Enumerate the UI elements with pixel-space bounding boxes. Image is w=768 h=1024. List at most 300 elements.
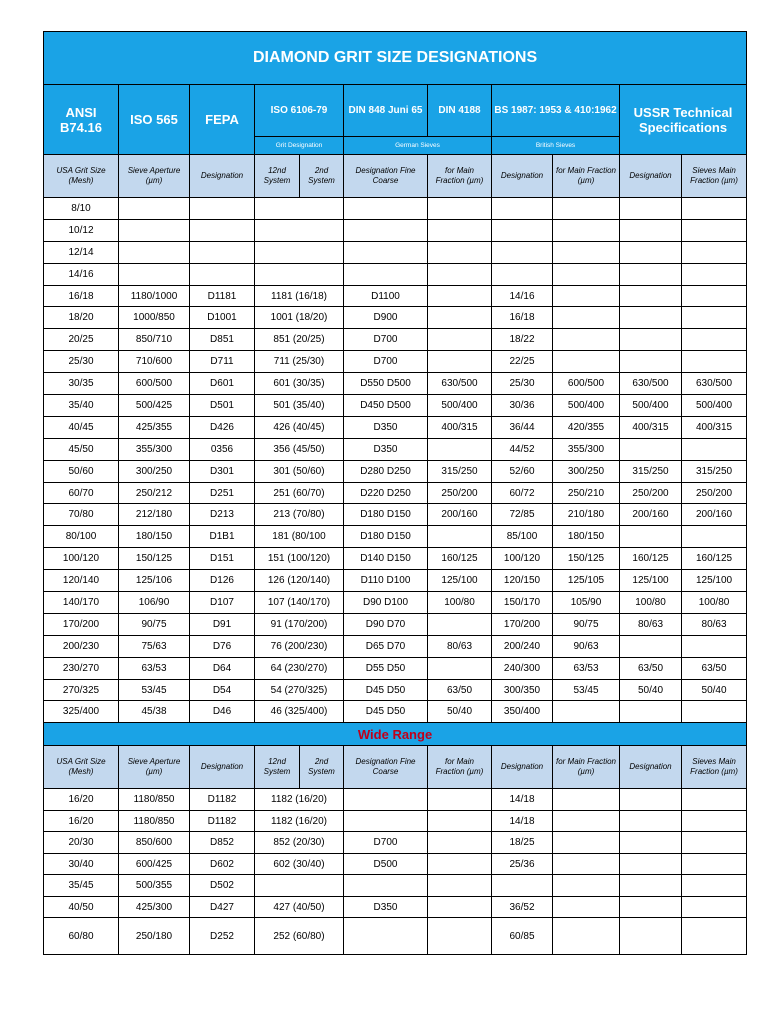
- iso-grit-cell: 356 (45/50): [255, 438, 344, 460]
- table-row: [44, 416, 747, 438]
- table-cell: D1181: [190, 285, 255, 307]
- table-cell: 25/36: [492, 853, 553, 875]
- table-cell: 200/160: [620, 504, 682, 526]
- table-row: [44, 285, 747, 307]
- table-cell: 325/400: [44, 701, 119, 723]
- table-row: [44, 679, 747, 701]
- table-cell: 100/80: [428, 592, 492, 614]
- table-cell: D45 D50: [344, 679, 428, 701]
- column-header: Designation: [620, 155, 682, 198]
- column-header: Sieves Main Fraction (µm): [682, 155, 747, 198]
- table-row: [44, 635, 747, 657]
- column-header: 2nd System: [300, 746, 344, 789]
- table-cell: [553, 329, 620, 351]
- table-cell: 63/53: [119, 657, 190, 679]
- table-cell: D1B1: [190, 526, 255, 548]
- table-cell: 100/120: [44, 548, 119, 570]
- table-cell: D64: [190, 657, 255, 679]
- table-cell: 30/40: [44, 853, 119, 875]
- table-cell: [620, 307, 682, 329]
- table-cell: D220 D250: [344, 482, 428, 504]
- table-cell: [492, 263, 553, 285]
- table-cell: 60/70: [44, 482, 119, 504]
- table-cell: [553, 918, 620, 955]
- table-cell: 14/16: [44, 263, 119, 285]
- table-cell: 160/125: [682, 548, 747, 570]
- table-cell: 400/315: [620, 416, 682, 438]
- column-header: Designation: [190, 155, 255, 198]
- column-header: 12nd System: [255, 155, 300, 198]
- table-cell: 85/100: [492, 526, 553, 548]
- table-cell: 1180/1000: [119, 285, 190, 307]
- iso-grit-cell: 251 (60/70): [255, 482, 344, 504]
- din848-header: DIN 848 Juni 65: [344, 85, 428, 137]
- table-cell: D301: [190, 460, 255, 482]
- iso-grit-cell: 213 (70/80): [255, 504, 344, 526]
- table-cell: [428, 810, 492, 832]
- iso-grit-cell: 107 (140/170): [255, 592, 344, 614]
- table-cell: 18/22: [492, 329, 553, 351]
- table-cell: 72/85: [492, 504, 553, 526]
- iso-grit-cell: [255, 219, 344, 241]
- table-cell: [428, 285, 492, 307]
- table-cell: [553, 263, 620, 285]
- table-cell: D550 D500: [344, 373, 428, 395]
- iso-grit-cell: 601 (30/35): [255, 373, 344, 395]
- table-cell: 355/300: [119, 438, 190, 460]
- table-cell: [344, 219, 428, 241]
- table-cell: 350/400: [492, 701, 553, 723]
- table-row: [44, 701, 747, 723]
- table-cell: [553, 875, 620, 897]
- iso-grit-cell: 46 (325/400): [255, 701, 344, 723]
- table-cell: 120/140: [44, 570, 119, 592]
- table-cell: [620, 875, 682, 897]
- table-cell: [620, 832, 682, 854]
- table-row: [44, 307, 747, 329]
- table-row: [44, 460, 747, 482]
- table-cell: [553, 351, 620, 373]
- wide-range-row: [44, 723, 747, 746]
- table-cell: 250/200: [682, 482, 747, 504]
- table-cell: [682, 526, 747, 548]
- table-cell: D46: [190, 701, 255, 723]
- bs-header: BS 1987: 1953 & 410:1962: [492, 85, 620, 137]
- table-cell: [428, 875, 492, 897]
- table-cell: D851: [190, 329, 255, 351]
- table-cell: 90/75: [119, 613, 190, 635]
- table-cell: [620, 810, 682, 832]
- table-cell: D711: [190, 351, 255, 373]
- table-cell: [553, 789, 620, 811]
- table-cell: D700: [344, 329, 428, 351]
- table-cell: 125/100: [428, 570, 492, 592]
- table-cell: [119, 241, 190, 263]
- table-cell: 14/18: [492, 810, 553, 832]
- iso-grit-cell: 501 (35/40): [255, 395, 344, 417]
- table-cell: [344, 918, 428, 955]
- table-cell: [682, 219, 747, 241]
- table-cell: 50/40: [620, 679, 682, 701]
- table-cell: 850/600: [119, 832, 190, 854]
- iso-grit-cell: 1182 (16/20): [255, 810, 344, 832]
- grit-designation-subheader: Grit Designation: [255, 137, 344, 155]
- table-cell: [344, 875, 428, 897]
- table-cell: 250/200: [620, 482, 682, 504]
- table-cell: [344, 198, 428, 220]
- table-row: [44, 329, 747, 351]
- table-cell: 63/50: [682, 657, 747, 679]
- table-cell: 53/45: [553, 679, 620, 701]
- table-cell: [620, 329, 682, 351]
- table-cell: D350: [344, 896, 428, 918]
- iso-grit-cell: [255, 263, 344, 285]
- table-cell: 14/16: [492, 285, 553, 307]
- table-cell: 710/600: [119, 351, 190, 373]
- german-sieves-subheader: German Sieves: [344, 137, 492, 155]
- table-cell: D700: [344, 832, 428, 854]
- table-cell: 36/52: [492, 896, 553, 918]
- column-header: for Main Fraction (µm): [553, 155, 620, 198]
- table-cell: 500/355: [119, 875, 190, 897]
- table-cell: [492, 241, 553, 263]
- table-cell: [620, 263, 682, 285]
- table-cell: [682, 635, 747, 657]
- din4188-header: DIN 4188: [428, 85, 492, 137]
- iso-grit-cell: 1181 (16/18): [255, 285, 344, 307]
- table-cell: 20/30: [44, 832, 119, 854]
- table-cell: D65 D70: [344, 635, 428, 657]
- column-header: Designation: [190, 746, 255, 789]
- table-cell: [344, 789, 428, 811]
- table-title: DIAMOND GRIT SIZE DESIGNATIONS: [44, 32, 747, 85]
- table-cell: D350: [344, 416, 428, 438]
- table-cell: 500/400: [553, 395, 620, 417]
- iso-grit-cell: 76 (200/230): [255, 635, 344, 657]
- table-cell: [620, 241, 682, 263]
- table-cell: [620, 896, 682, 918]
- iso-grit-cell: [255, 875, 344, 897]
- iso-grit-cell: 427 (40/50): [255, 896, 344, 918]
- table-cell: [428, 832, 492, 854]
- table-cell: 25/30: [44, 351, 119, 373]
- table-cell: [492, 875, 553, 897]
- iso-grit-cell: 54 (270/325): [255, 679, 344, 701]
- table-cell: 12/14: [44, 241, 119, 263]
- table-cell: D180 D150: [344, 504, 428, 526]
- table-row: [44, 810, 747, 832]
- table-cell: 30/35: [44, 373, 119, 395]
- table-cell: 140/170: [44, 592, 119, 614]
- column-header: Sieves Main Fraction (µm): [682, 746, 747, 789]
- table-cell: 0356: [190, 438, 255, 460]
- fepa-header: FEPA: [190, 85, 255, 155]
- iso-grit-cell: 426 (40/45): [255, 416, 344, 438]
- table-cell: 80/63: [682, 613, 747, 635]
- table-row: [44, 438, 747, 460]
- table-cell: 230/270: [44, 657, 119, 679]
- table-cell: 18/20: [44, 307, 119, 329]
- table-cell: [428, 307, 492, 329]
- table-cell: [682, 853, 747, 875]
- table-cell: D502: [190, 875, 255, 897]
- column-header: Sieve Aperture (µm): [119, 155, 190, 198]
- column-header: for Main Fraction (µm): [428, 746, 492, 789]
- column-header: Sieve Aperture (µm): [119, 746, 190, 789]
- table-cell: [190, 241, 255, 263]
- table-row: [44, 504, 747, 526]
- table-cell: [428, 853, 492, 875]
- table-cell: [119, 263, 190, 285]
- table-row: [44, 592, 747, 614]
- table-cell: [428, 263, 492, 285]
- table-cell: 125/105: [553, 570, 620, 592]
- table-cell: 75/63: [119, 635, 190, 657]
- table-cell: 1180/850: [119, 789, 190, 811]
- table-cell: [620, 219, 682, 241]
- table-cell: 240/300: [492, 657, 553, 679]
- table-cell: [682, 307, 747, 329]
- iso-grit-cell: 852 (20/30): [255, 832, 344, 854]
- table-cell: 60/80: [44, 918, 119, 955]
- table-cell: [620, 198, 682, 220]
- column-header-row: [44, 155, 747, 198]
- table-cell: [682, 198, 747, 220]
- table-cell: 30/36: [492, 395, 553, 417]
- table-cell: [620, 351, 682, 373]
- table-cell: [553, 241, 620, 263]
- table-cell: [428, 351, 492, 373]
- table-cell: [428, 219, 492, 241]
- table-cell: [428, 526, 492, 548]
- table-cell: [119, 219, 190, 241]
- table-cell: [428, 198, 492, 220]
- table-cell: 270/325: [44, 679, 119, 701]
- table-cell: [620, 438, 682, 460]
- table-cell: [190, 263, 255, 285]
- iso-grit-cell: 711 (25/30): [255, 351, 344, 373]
- table-cell: 20/25: [44, 329, 119, 351]
- iso-grit-cell: 64 (230/270): [255, 657, 344, 679]
- table-row: [44, 263, 747, 285]
- table-cell: [620, 918, 682, 955]
- table-cell: 630/500: [620, 373, 682, 395]
- table-cell: [344, 810, 428, 832]
- table-cell: D280 D250: [344, 460, 428, 482]
- ansi-header: ANSI B74.16: [44, 85, 119, 155]
- iso-grit-cell: 181 (80/100: [255, 526, 344, 548]
- table-cell: [620, 701, 682, 723]
- table-cell: D45 D50: [344, 701, 428, 723]
- table-cell: 500/400: [428, 395, 492, 417]
- table-cell: D180 D150: [344, 526, 428, 548]
- table-cell: [553, 198, 620, 220]
- table-cell: D427: [190, 896, 255, 918]
- table-cell: D213: [190, 504, 255, 526]
- table-cell: [344, 241, 428, 263]
- table-cell: [553, 832, 620, 854]
- table-cell: 300/250: [119, 460, 190, 482]
- iso-grit-cell: 252 (60/80): [255, 918, 344, 955]
- table-cell: 315/250: [428, 460, 492, 482]
- iso-grit-cell: 851 (20/25): [255, 329, 344, 351]
- table-cell: 60/72: [492, 482, 553, 504]
- table-cell: [492, 219, 553, 241]
- table-cell: 500/425: [119, 395, 190, 417]
- table-cell: D55 D50: [344, 657, 428, 679]
- iso-grit-cell: [255, 198, 344, 220]
- column-header: Designation: [492, 746, 553, 789]
- column-header: for Main Fraction (µm): [428, 155, 492, 198]
- table-cell: 250/200: [428, 482, 492, 504]
- table-cell: [553, 307, 620, 329]
- table-cell: 35/40: [44, 395, 119, 417]
- table-cell: 60/85: [492, 918, 553, 955]
- iso565-header: ISO 565: [119, 85, 190, 155]
- table-cell: [682, 875, 747, 897]
- table-cell: 50/40: [682, 679, 747, 701]
- table-cell: [428, 613, 492, 635]
- table-cell: 600/425: [119, 853, 190, 875]
- table-row: [44, 526, 747, 548]
- table-cell: 600/500: [553, 373, 620, 395]
- table-cell: 150/125: [119, 548, 190, 570]
- iso-grit-cell: 91 (170/200): [255, 613, 344, 635]
- column-header: Designation Fine Coarse: [344, 155, 428, 198]
- table-cell: 70/80: [44, 504, 119, 526]
- table-cell: 200/160: [428, 504, 492, 526]
- column-header: 12nd System: [255, 746, 300, 789]
- table-cell: D426: [190, 416, 255, 438]
- table-cell: 16/18: [492, 307, 553, 329]
- table-cell: [190, 198, 255, 220]
- iso-grit-cell: 301 (50/60): [255, 460, 344, 482]
- iso-grit-cell: 151 (100/120): [255, 548, 344, 570]
- table-cell: 200/230: [44, 635, 119, 657]
- column-header: USA Grit Size (Mesh): [44, 155, 119, 198]
- table-cell: D350: [344, 438, 428, 460]
- table-cell: 300/350: [492, 679, 553, 701]
- table-cell: 90/75: [553, 613, 620, 635]
- table-cell: 1180/850: [119, 810, 190, 832]
- table-cell: D1182: [190, 810, 255, 832]
- table-cell: 300/250: [553, 460, 620, 482]
- table-cell: 210/180: [553, 504, 620, 526]
- table-cell: 105/90: [553, 592, 620, 614]
- table-cell: 250/180: [119, 918, 190, 955]
- table-cell: D500: [344, 853, 428, 875]
- table-cell: 100/80: [682, 592, 747, 614]
- table-cell: [428, 918, 492, 955]
- table-cell: 180/150: [553, 526, 620, 548]
- table-cell: [553, 810, 620, 832]
- table-cell: 425/300: [119, 896, 190, 918]
- table-cell: 600/500: [119, 373, 190, 395]
- table-cell: [682, 896, 747, 918]
- table-cell: 425/355: [119, 416, 190, 438]
- table-cell: 63/50: [620, 657, 682, 679]
- iso6106-header: ISO 6106-79: [255, 85, 344, 137]
- table-cell: 125/100: [620, 570, 682, 592]
- table-cell: [682, 329, 747, 351]
- table-cell: [682, 789, 747, 811]
- table-cell: D1182: [190, 789, 255, 811]
- table-cell: [682, 263, 747, 285]
- iso-grit-cell: [255, 241, 344, 263]
- table-cell: 250/210: [553, 482, 620, 504]
- table-cell: 10/12: [44, 219, 119, 241]
- column-header: Designation Fine Coarse: [344, 746, 428, 789]
- table-cell: D900: [344, 307, 428, 329]
- table-cell: 106/90: [119, 592, 190, 614]
- table-cell: D126: [190, 570, 255, 592]
- column-header-row: [44, 746, 747, 789]
- table-cell: 45/50: [44, 438, 119, 460]
- british-sieves-subheader: British Sieves: [492, 137, 620, 155]
- table-cell: 200/160: [682, 504, 747, 526]
- table-cell: 250/212: [119, 482, 190, 504]
- table-cell: D76: [190, 635, 255, 657]
- table-cell: D90 D70: [344, 613, 428, 635]
- table-cell: [682, 832, 747, 854]
- iso-grit-cell: 602 (30/40): [255, 853, 344, 875]
- table-cell: 63/50: [428, 679, 492, 701]
- table-cell: 53/45: [119, 679, 190, 701]
- table-cell: 100/80: [620, 592, 682, 614]
- iso-grit-cell: 1001 (18/20): [255, 307, 344, 329]
- table-row: [44, 657, 747, 679]
- table-cell: 90/63: [553, 635, 620, 657]
- table-cell: [682, 438, 747, 460]
- table-row: [44, 570, 747, 592]
- column-header: Designation: [620, 746, 682, 789]
- table-cell: 120/150: [492, 570, 553, 592]
- table-cell: 80/63: [620, 613, 682, 635]
- table-cell: [620, 285, 682, 307]
- table-cell: 52/60: [492, 460, 553, 482]
- table-cell: [428, 657, 492, 679]
- table-row: [44, 219, 747, 241]
- table-cell: [553, 285, 620, 307]
- table-cell: 150/170: [492, 592, 553, 614]
- table-cell: D601: [190, 373, 255, 395]
- table-cell: 170/200: [492, 613, 553, 635]
- table-cell: 44/52: [492, 438, 553, 460]
- table-cell: 50/40: [428, 701, 492, 723]
- table-cell: 63/53: [553, 657, 620, 679]
- table-row: [44, 832, 747, 854]
- table-row: [44, 482, 747, 504]
- table-cell: 80/63: [428, 635, 492, 657]
- table-cell: 50/60: [44, 460, 119, 482]
- table-cell: D450 D500: [344, 395, 428, 417]
- table-cell: [620, 853, 682, 875]
- table-cell: 45/38: [119, 701, 190, 723]
- table-cell: D1100: [344, 285, 428, 307]
- table-cell: 315/250: [620, 460, 682, 482]
- table-cell: D140 D150: [344, 548, 428, 570]
- table-cell: 125/106: [119, 570, 190, 592]
- column-header: USA Grit Size (Mesh): [44, 746, 119, 789]
- table-row: [44, 789, 747, 811]
- table-cell: [682, 810, 747, 832]
- table-cell: D151: [190, 548, 255, 570]
- table-cell: 14/18: [492, 789, 553, 811]
- table-cell: D501: [190, 395, 255, 417]
- table-row: [44, 241, 747, 263]
- table-cell: 40/50: [44, 896, 119, 918]
- column-header: 2nd System: [300, 155, 344, 198]
